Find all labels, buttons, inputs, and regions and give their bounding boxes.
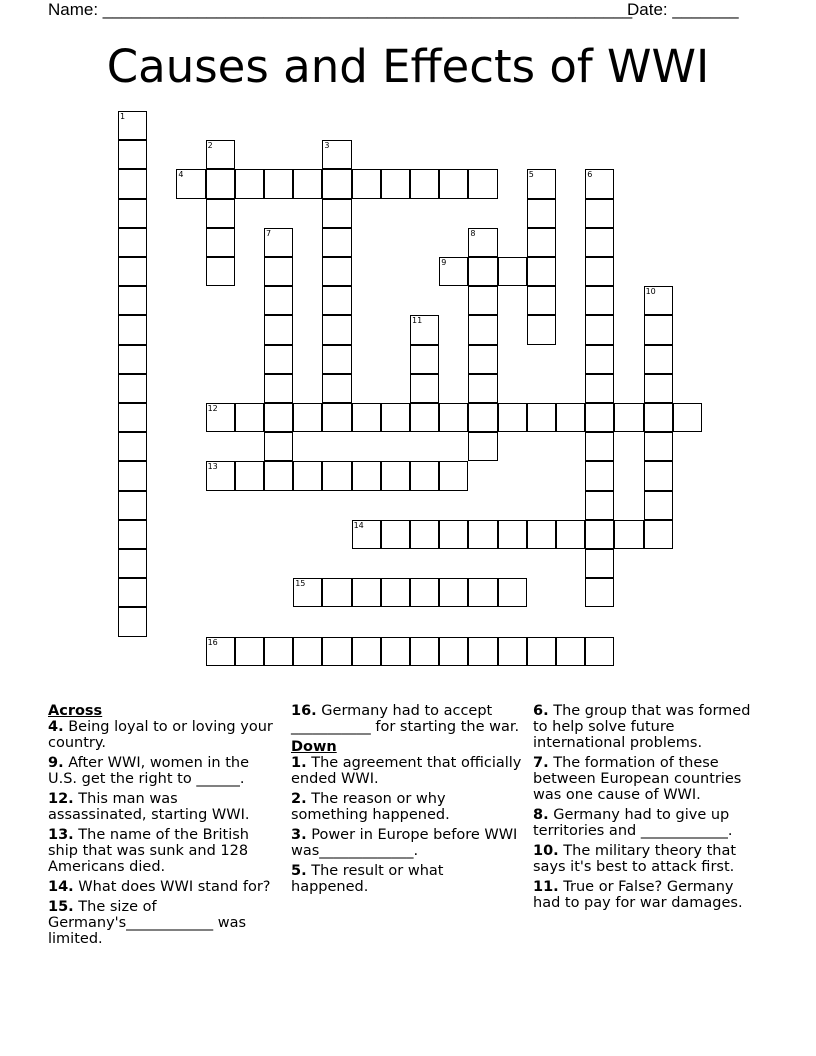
clue-down <box>533 843 765 875</box>
grid-cell[interactable] <box>322 286 351 315</box>
clue-down <box>291 791 523 823</box>
clues-column-3 <box>533 703 765 915</box>
grid-cell[interactable] <box>468 286 497 315</box>
clue-num: 15. <box>48 899 74 915</box>
grid-cell[interactable] <box>468 345 497 374</box>
clue-number: 5 <box>528 170 534 180</box>
clue-num: 13. <box>48 827 74 843</box>
grid-cell[interactable] <box>322 228 351 257</box>
grid-cell[interactable] <box>206 257 235 286</box>
grid-cell[interactable] <box>410 403 439 432</box>
clue-number: 1 <box>120 112 126 121</box>
grid-cell[interactable] <box>498 403 527 432</box>
grid-cell[interactable] <box>381 578 410 607</box>
clue-text: The result or what happened. <box>291 863 444 895</box>
grid-cell[interactable] <box>118 315 147 344</box>
grid-cell[interactable] <box>410 345 439 374</box>
grid-cell[interactable] <box>118 403 147 432</box>
grid-cell[interactable] <box>264 286 293 315</box>
grid-cell[interactable] <box>264 169 293 198</box>
grid-cell[interactable] <box>206 637 235 666</box>
grid-cell[interactable] <box>585 637 614 666</box>
grid-cell[interactable] <box>264 432 293 461</box>
grid-cell[interactable] <box>585 286 614 315</box>
grid-cell[interactable] <box>585 199 614 228</box>
grid-cell[interactable] <box>585 461 614 490</box>
grid-cell[interactable] <box>585 228 614 257</box>
grid-cell[interactable] <box>322 403 351 432</box>
grid-cell[interactable] <box>498 257 527 286</box>
clue-across <box>48 879 280 895</box>
clue-num: 6. <box>533 703 549 719</box>
grid-cell[interactable] <box>118 111 147 140</box>
grid-cell[interactable] <box>644 374 673 403</box>
grid-cell[interactable] <box>410 637 439 666</box>
grid-cell[interactable] <box>585 345 614 374</box>
grid-cell[interactable] <box>118 432 147 461</box>
grid-cell[interactable] <box>235 637 264 666</box>
grid-cell[interactable] <box>322 374 351 403</box>
across-heading: Across <box>48 703 103 719</box>
clue-down <box>291 827 523 859</box>
clue-num: 7. <box>533 755 549 771</box>
grid-cell[interactable] <box>468 374 497 403</box>
clue-number: 13 <box>207 462 218 472</box>
grid-cell[interactable] <box>264 228 293 257</box>
grid-cell[interactable] <box>498 578 527 607</box>
grid-cell[interactable] <box>352 403 381 432</box>
grid-cell[interactable] <box>585 374 614 403</box>
grid-cell[interactable] <box>644 345 673 374</box>
grid-cell[interactable] <box>556 403 585 432</box>
grid-cell[interactable] <box>293 637 322 666</box>
grid-cell[interactable] <box>527 228 556 257</box>
clue-text: Power in Europe before WWI was_____________. <box>291 827 518 859</box>
grid-cell[interactable] <box>614 403 643 432</box>
clue-num: 16. <box>291 703 317 719</box>
grid-cell[interactable] <box>118 607 147 636</box>
clue-text: After WWI, women in the U.S. get the right to ______. <box>48 755 250 787</box>
grid-cell[interactable] <box>264 637 293 666</box>
grid-cell[interactable] <box>264 257 293 286</box>
clue-down <box>533 879 765 911</box>
clue-number: 7 <box>266 228 272 238</box>
grid-cell[interactable] <box>468 169 497 198</box>
grid-cell[interactable] <box>118 228 147 257</box>
clue-num: 9. <box>48 755 64 771</box>
grid-cell[interactable] <box>527 637 556 666</box>
clues-column-1 <box>48 703 280 951</box>
grid-cell[interactable] <box>527 199 556 228</box>
grid-cell[interactable] <box>118 169 147 198</box>
grid-cell[interactable] <box>235 403 264 432</box>
clue-across <box>48 755 280 787</box>
clue-number: 14 <box>353 520 364 530</box>
clue-num: 1. <box>291 755 307 771</box>
down-heading: Down <box>291 739 337 755</box>
grid-cell[interactable] <box>352 169 381 198</box>
page-title: Causes and Effects of WWI <box>106 40 710 93</box>
grid-cell[interactable] <box>468 432 497 461</box>
grid-cell[interactable] <box>439 578 468 607</box>
clue-number: 8 <box>470 228 476 238</box>
clue-across <box>48 827 280 875</box>
clue-across <box>291 703 523 735</box>
grid-cell[interactable] <box>118 140 147 169</box>
grid-cell[interactable] <box>322 637 351 666</box>
clue-down <box>533 703 765 751</box>
grid-cell[interactable] <box>585 520 614 549</box>
grid-cell[interactable] <box>410 315 439 344</box>
grid-cell[interactable] <box>410 374 439 403</box>
clue-num: 5. <box>291 863 307 879</box>
grid-cell[interactable] <box>118 199 147 228</box>
clue-down <box>533 755 765 803</box>
grid-cell[interactable] <box>468 257 497 286</box>
clue-text: The formation of these between European countries was one cause of WWI. <box>533 755 742 803</box>
grid-cell[interactable] <box>527 520 556 549</box>
grid-cell[interactable] <box>498 520 527 549</box>
grid-cell[interactable] <box>322 199 351 228</box>
grid-cell[interactable] <box>556 637 585 666</box>
clue-text: The group that was formed to help solve future international problems. <box>533 703 751 751</box>
grid-cell[interactable] <box>206 199 235 228</box>
grid-cell[interactable] <box>585 315 614 344</box>
grid-cell[interactable] <box>352 520 381 549</box>
grid-cell[interactable] <box>235 169 264 198</box>
clues-column-2 <box>291 703 523 899</box>
clue-across <box>48 791 280 823</box>
grid-cell[interactable] <box>673 403 702 432</box>
grid-cell[interactable] <box>322 461 351 490</box>
clue-num: 14. <box>48 879 74 895</box>
grid-cell[interactable] <box>322 257 351 286</box>
grid-cell[interactable] <box>439 403 468 432</box>
grid-cell[interactable] <box>381 461 410 490</box>
grid-cell[interactable] <box>322 315 351 344</box>
clue-down <box>291 863 523 895</box>
grid-cell[interactable] <box>118 491 147 520</box>
grid-cell[interactable] <box>118 578 147 607</box>
grid-cell[interactable] <box>644 520 673 549</box>
grid-cell[interactable] <box>644 491 673 520</box>
grid-cell[interactable] <box>176 169 205 198</box>
clue-num: 10. <box>533 843 559 859</box>
grid-cell[interactable] <box>235 461 264 490</box>
grid-cell[interactable] <box>468 578 497 607</box>
clue-across <box>48 719 280 751</box>
grid-cell[interactable] <box>118 520 147 549</box>
grid-cell[interactable] <box>293 403 322 432</box>
grid-cell[interactable] <box>468 637 497 666</box>
clue-text: The reason or why something happened. <box>291 791 450 823</box>
clue-text: Germany had to accept ___________ for starting the war. <box>291 703 520 735</box>
grid-cell[interactable] <box>644 403 673 432</box>
grid-cell[interactable] <box>206 403 235 432</box>
clue-text: The agreement that officially ended WWI. <box>291 755 522 787</box>
grid-cell[interactable] <box>352 578 381 607</box>
grid-cell[interactable] <box>585 549 614 578</box>
grid-cell[interactable] <box>439 257 468 286</box>
grid-cell[interactable] <box>556 520 585 549</box>
grid-cell[interactable] <box>293 169 322 198</box>
grid-cell[interactable] <box>585 491 614 520</box>
grid-cell[interactable] <box>644 432 673 461</box>
clue-number: 9 <box>441 258 447 267</box>
clue-number: 16 <box>207 637 218 647</box>
grid-cell[interactable] <box>381 637 410 666</box>
grid-cell[interactable] <box>264 374 293 403</box>
grid-cell[interactable] <box>527 257 556 286</box>
clue-number: 15 <box>295 579 306 589</box>
clue-number: 6 <box>587 170 593 180</box>
grid-cell[interactable] <box>439 637 468 666</box>
grid-cell[interactable] <box>468 520 497 549</box>
clue-down <box>533 807 765 839</box>
grid-cell[interactable] <box>118 374 147 403</box>
grid-cell[interactable] <box>118 345 147 374</box>
grid-cell[interactable] <box>352 461 381 490</box>
grid-cell[interactable] <box>264 315 293 344</box>
grid-cell[interactable] <box>410 169 439 198</box>
grid-cell[interactable] <box>206 461 235 490</box>
clue-text: Germany had to give up territories and ____________. <box>533 807 733 839</box>
grid-cell[interactable] <box>264 403 293 432</box>
clue-number: 10 <box>645 287 656 297</box>
grid-cell[interactable] <box>381 403 410 432</box>
grid-cell[interactable] <box>585 257 614 286</box>
clue-num: 3. <box>291 827 307 843</box>
grid-cell[interactable] <box>527 286 556 315</box>
clue-num: 4. <box>48 719 64 735</box>
grid-cell[interactable] <box>381 520 410 549</box>
grid-cell[interactable] <box>585 169 614 198</box>
grid-cell[interactable] <box>527 403 556 432</box>
name-field[interactable]: Name: ________________________________________________________ <box>48 0 633 19</box>
grid-cell[interactable] <box>410 578 439 607</box>
grid-cell[interactable] <box>644 286 673 315</box>
grid-cell[interactable] <box>410 461 439 490</box>
clue-number: 4 <box>178 170 184 180</box>
grid-cell[interactable] <box>439 461 468 490</box>
clue-text: Being loyal to or loving your country. <box>48 719 273 751</box>
grid-cell[interactable] <box>322 140 351 169</box>
grid-cell[interactable] <box>118 461 147 490</box>
clue-number: 3 <box>324 141 330 151</box>
clue-number: 11 <box>412 316 423 326</box>
grid-cell[interactable] <box>293 461 322 490</box>
grid-cell[interactable] <box>439 520 468 549</box>
clue-num: 11. <box>533 879 559 895</box>
clue-text: What does WWI stand for? <box>78 879 271 895</box>
grid-cell[interactable] <box>264 345 293 374</box>
clue-number: 12 <box>207 404 218 413</box>
grid-cell[interactable] <box>322 578 351 607</box>
clue-num: 8. <box>533 807 549 823</box>
clue-across <box>48 899 280 947</box>
grid-cell[interactable] <box>322 169 351 198</box>
grid-cell[interactable] <box>527 315 556 344</box>
clue-text: True or False? Germany had to pay for war damages. <box>533 879 743 911</box>
grid-cell[interactable] <box>468 403 497 432</box>
grid-cell[interactable] <box>644 315 673 344</box>
grid-cell[interactable] <box>585 578 614 607</box>
clue-num: 2. <box>291 791 307 807</box>
clue-number: 2 <box>207 141 213 151</box>
grid-cell[interactable] <box>322 345 351 374</box>
grid-cell[interactable] <box>206 228 235 257</box>
grid-cell[interactable] <box>527 169 556 198</box>
grid-cell[interactable] <box>381 169 410 198</box>
date-field[interactable]: Date: _______ <box>627 0 739 19</box>
grid-cell[interactable] <box>644 461 673 490</box>
grid-cell[interactable] <box>585 432 614 461</box>
grid-cell[interactable] <box>468 228 497 257</box>
clue-down <box>291 755 523 787</box>
grid-cell[interactable] <box>206 169 235 198</box>
grid-cell[interactable] <box>498 637 527 666</box>
grid-cell[interactable] <box>118 257 147 286</box>
grid-cell[interactable] <box>118 549 147 578</box>
clue-num: 12. <box>48 791 74 807</box>
grid-cell[interactable] <box>468 315 497 344</box>
grid-cell[interactable] <box>585 403 614 432</box>
clue-text: The military theory that says it's best to attack first. <box>533 843 737 875</box>
grid-cell[interactable] <box>614 520 643 549</box>
grid-cell[interactable] <box>352 637 381 666</box>
grid-cell[interactable] <box>206 140 235 169</box>
grid-cell[interactable] <box>293 578 322 607</box>
clue-text: This man was assassinated, starting WWI. <box>48 791 250 823</box>
grid-cell[interactable] <box>264 461 293 490</box>
grid-cell[interactable] <box>118 286 147 315</box>
clue-text: The size of Germany's____________ was limited. <box>48 899 247 947</box>
clue-text: The name of the British ship that was sunk and 128 Americans died. <box>48 827 249 875</box>
grid-cell[interactable] <box>439 169 468 198</box>
grid-cell[interactable] <box>410 520 439 549</box>
